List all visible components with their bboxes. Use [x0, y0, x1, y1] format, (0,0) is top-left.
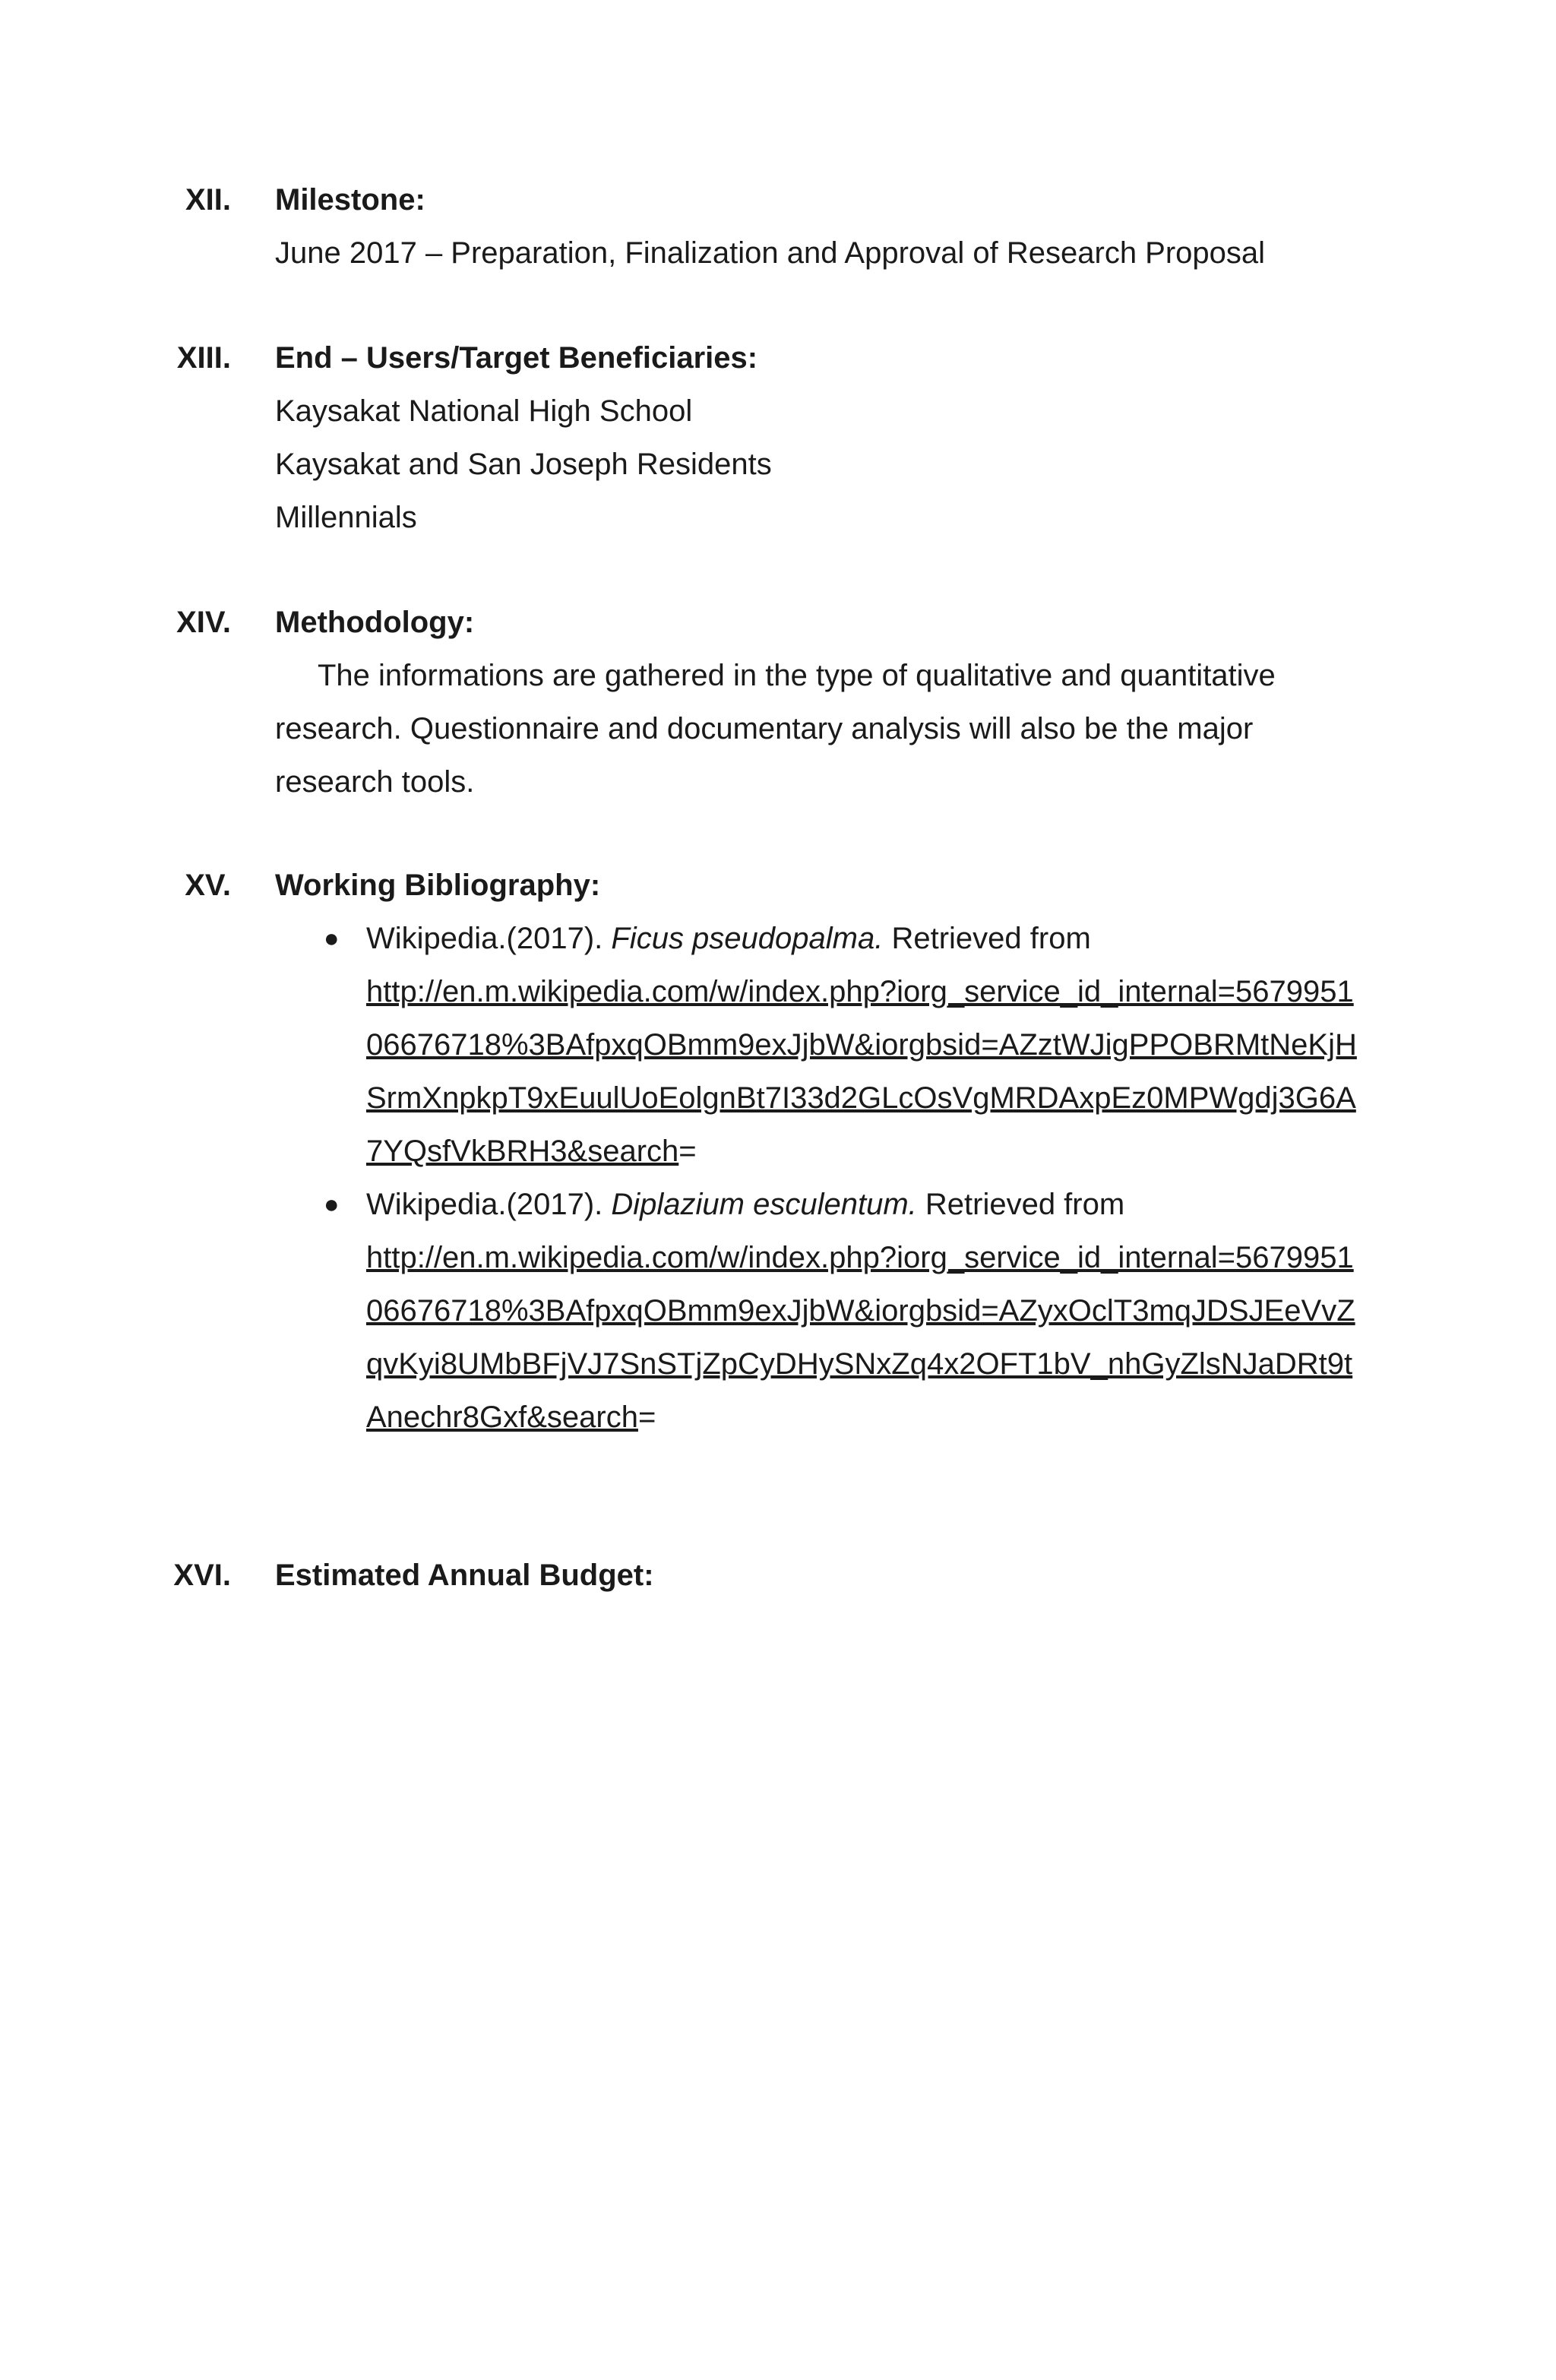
section-number: XV. — [185, 869, 231, 902]
url-line[interactable]: http://en.m.wikipedia.com/w/index.php?iorg_service_id_internal=5679951 — [366, 1241, 1354, 1274]
url-line[interactable]: 06676718%3BAfpxqOBmm9exJjbW&iorgbsid=AZyxOclT3mqJDSJEeVvZ — [366, 1294, 1355, 1328]
url-line[interactable]: Anechr8Gxf&search — [366, 1400, 638, 1434]
bullet-icon: ● — [324, 924, 340, 953]
url-line[interactable]: qvKyi8UMbBFjVJ7SnSTjZpCyDHySNxZq4x2OFT1bV_nhGyZlsNJaDRt9t — [366, 1347, 1353, 1381]
methodology-line: The informations are gathered in the type of qualitative and quantitative — [318, 659, 1276, 692]
beneficiary-item: Kaysakat National High School — [275, 394, 693, 428]
entry-suffix: Retrieved from — [916, 1188, 1125, 1221]
entry-prefix: Wikipedia.(2017). — [366, 922, 612, 955]
entry-url-link[interactable] — [366, 965, 1362, 1178]
bibliography-list — [275, 912, 1362, 1444]
section-number: XIV. — [176, 606, 231, 639]
section-heading: Milestone: — [275, 183, 425, 217]
methodology-line: research tools. — [275, 765, 475, 799]
section-number: XIII. — [176, 341, 231, 375]
url-line[interactable]: http://en.m.wikipedia.com/w/index.php?iorg_service_id_internal=5679951 — [366, 975, 1354, 1008]
url-line[interactable]: 7YQsfVkBRH3&search — [366, 1135, 679, 1168]
bullet-icon: ● — [324, 1190, 340, 1219]
milestone-text: June 2017 – Preparation, Finalization and Approval of Research Proposal — [275, 236, 1266, 270]
methodology-line: research. Questionnaire and documentary analysis will also be the major — [275, 712, 1254, 745]
entry-url-link[interactable] — [366, 1231, 1362, 1444]
section-heading: End – Users/Target Beneficiaries: — [275, 341, 758, 375]
beneficiary-item: Kaysakat and San Joseph Residents — [275, 448, 772, 481]
entry-prefix: Wikipedia.(2017). — [366, 1188, 612, 1221]
url-tail: = — [637, 1400, 656, 1434]
bibliography-entry — [275, 1178, 1362, 1444]
section-number: XII. — [185, 183, 231, 217]
entry-title: Ficus pseudopalma. — [611, 922, 884, 955]
section-heading: Working Bibliography: — [275, 869, 601, 902]
url-tail: = — [678, 1135, 697, 1168]
section-number: XVI. — [173, 1559, 231, 1592]
url-line[interactable]: SrmXnpkpT9xEuulUoEolgnBt7I33d2GLcOsVgMRDAxpEz0MPWgdj3G6A — [366, 1081, 1356, 1115]
entry-suffix: Retrieved from — [883, 922, 1091, 955]
url-line[interactable]: 06676718%3BAfpxqOBmm9exJjbW&iorgbsid=AZztWJigPPOBRMtNeKjH — [366, 1028, 1357, 1062]
bibliography-entry — [275, 912, 1362, 1178]
beneficiary-item: Millennials — [275, 501, 417, 534]
entry-title: Diplazium esculentum. — [611, 1188, 917, 1221]
section-heading: Estimated Annual Budget: — [275, 1559, 654, 1592]
section-heading: Methodology: — [275, 606, 475, 639]
